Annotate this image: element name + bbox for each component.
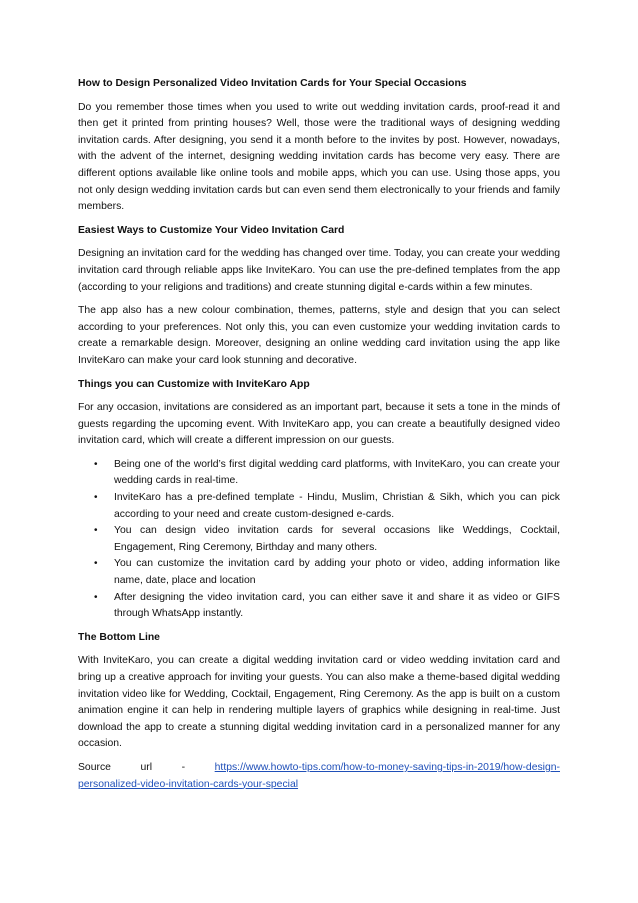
bullet-icon: • (94, 492, 98, 504)
section-heading-customize: Easiest Ways to Customize Your Video Invitation Card (78, 224, 345, 236)
section1-paragraph-1: Designing an invitation card for the wedding has changed over time. Today, you can create your wedding invitation card through reliable apps like InviteKaro. You can use the pre-defined templates from the app (according to your religions and traditions) and create stunning digital e-cards within a few minutes. (78, 248, 560, 293)
source-dash: - (181, 761, 186, 773)
list-item (94, 556, 560, 589)
source-link-continued[interactable]: personalized-video-invitation-cards-your-special (78, 778, 299, 790)
intro-paragraph: Do you remember those times when you used to write out wedding invitation cards, proof-read it and then get it printed from printing houses? Well, those were the traditional ways of designing wedding invitation cards. After designing, you send it a month before to the invites by post. However, nowadays, with the advent of the internet, designing wedding invitation cards has become very easy. There are different options available like online tools and mobile apps, which you can use. Using those apps, you not only design wedding invitation cards but can even send them electronically to your friends and family members. (78, 101, 560, 213)
source-label: Source (78, 761, 111, 773)
list-item-text: You can design video invitation cards for several occasions like Weddings, Cocktail, Engagement, Ring Ceremony, Birthday and many others. (114, 525, 560, 553)
section3-paragraph-1: With InviteKaro, you can create a digital wedding invitation card or video wedding invitation card and bring up a creative approach for inviting your guests. You can also make a theme-based digital wedding invitation video like for Wedding, Cocktail, Engagement, Ring Ceremony. As the app is built on a custom animation engine it can help in rendering multiple layers of graphics while designing in real-time. Just download the app to create a stunning digital wedding invitation card in a personalized manner for any occasion. (78, 655, 560, 750)
source-line (78, 760, 560, 777)
feature-list (78, 457, 560, 623)
bullet-icon: • (94, 558, 98, 570)
document-page (78, 76, 560, 793)
section1-paragraph-2: The app also has a new colour combination, themes, patterns, style and design that you can select according to your preferences. Not only this, you can even customize your wedding invitation cards to create a remarkable design. Moreover, designing an online wedding card invitation using the app like InviteKaro can make your card look stunning and decorative. (78, 305, 560, 366)
url-label: url (140, 761, 153, 773)
list-item (94, 490, 560, 523)
document-title: How to Design Personalized Video Invitation Cards for Your Special Occasions (78, 78, 467, 89)
section2-paragraph-1: For any occasion, invitations are considered as an important part, because it sets a tone in the minds of guests regarding the upcoming event. With InviteKaro app, you can create a beautifully designed video invitation card, which will create a different impression on our guests. (78, 402, 560, 447)
bullet-icon: • (94, 458, 98, 470)
list-item-text: InviteKaro has a pre-defined template - Hindu, Muslim, Christian & Sikh, which you can pick according to your need and create custom-designed e-cards. (114, 492, 560, 520)
source-link[interactable]: https://www.howto-tips.com/how-to-money-saving-tips-in-2019/how-design- (214, 761, 560, 773)
list-item (94, 590, 560, 623)
section-heading-things: Things you can Customize with InviteKaro App (78, 378, 310, 390)
bullet-icon: • (94, 591, 98, 603)
bullet-icon: • (94, 525, 98, 537)
list-item (94, 523, 560, 556)
list-item-text: Being one of the world’s first digital wedding card platforms, with InviteKaro, you can create your wedding cards in real-time. (114, 458, 560, 487)
list-item-text: After designing the video invitation card, you can either save it and share it as video or GIFS through WhatsApp instantly. (114, 591, 560, 620)
section-heading-bottom-line: The Bottom Line (78, 631, 160, 643)
source-line-continued (78, 777, 560, 794)
list-item-text: You can customize the invitation card by adding your photo or video, adding information like name, date, place and location (114, 558, 560, 587)
list-item (94, 457, 560, 490)
